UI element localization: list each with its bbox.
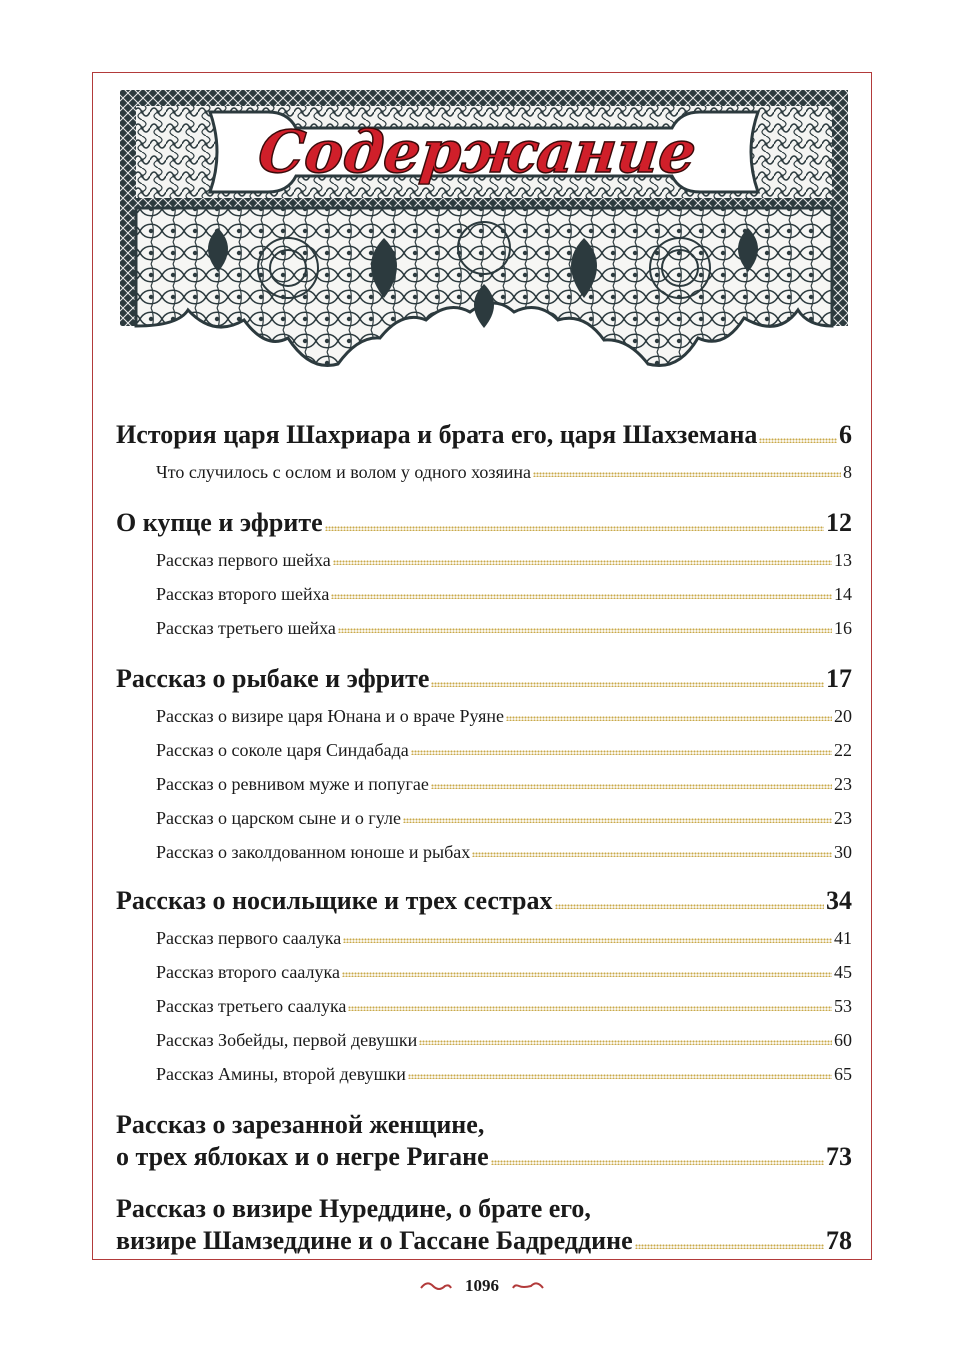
toc-entry-title: Рассказ третьего шейха — [156, 618, 336, 638]
toc-subentry[interactable] — [156, 706, 852, 727]
page-number: 1096 — [465, 1276, 499, 1295]
swirl-ornament-right-icon — [511, 1280, 545, 1292]
leader-dots — [338, 628, 832, 633]
leader-dots — [408, 1074, 832, 1079]
toc-subentry[interactable] — [156, 462, 852, 483]
leader-dots — [491, 1160, 824, 1165]
toc-entry[interactable] — [116, 664, 852, 694]
leader-dots — [555, 904, 825, 909]
toc-entry-title: История царя Шахриара и брата его, царя Шахземана — [116, 420, 758, 449]
page-footer — [0, 1276, 964, 1296]
toc-entry-title-line1: Рассказ о визире Нуреддине, о брате его, — [116, 1194, 591, 1223]
toc-entry-page: 73 — [826, 1142, 852, 1171]
leader-dots — [431, 784, 832, 789]
toc-entry-page: 14 — [834, 584, 852, 604]
toc-entry-page: 45 — [834, 962, 852, 982]
toc-entry-page: 65 — [834, 1064, 852, 1084]
leader-dots — [411, 750, 832, 755]
toc-subentry[interactable] — [156, 550, 852, 571]
toc-entry[interactable] — [116, 420, 852, 450]
toc-entry-page: 17 — [826, 664, 852, 693]
ornamental-header-banner — [118, 88, 850, 376]
contents-title: Содержание — [255, 117, 700, 186]
toc-subentry[interactable] — [156, 808, 852, 829]
leader-dots — [472, 852, 832, 857]
toc-entry-page: 6 — [839, 420, 852, 449]
toc-entry-title: Рассказ третьего саалука — [156, 996, 347, 1016]
toc-entry-title: Рассказ о царском сыне и о гуле — [156, 808, 401, 828]
toc-entry-title: Рассказ первого саалука — [156, 928, 342, 948]
ornament-illustration — [118, 88, 850, 376]
toc-entry-title: Рассказ о соколе царя Синдабада — [156, 740, 409, 760]
toc-entry-title: Рассказ о рыбаке и эфрите — [116, 664, 430, 693]
toc-entry-title: Рассказ второго саалука — [156, 962, 340, 982]
toc-entry-page: 60 — [834, 1030, 852, 1050]
leader-dots — [348, 1006, 832, 1011]
leader-dots — [759, 438, 837, 443]
toc-subentry[interactable] — [156, 996, 852, 1017]
leader-dots — [342, 972, 832, 977]
toc-subentry[interactable] — [156, 842, 852, 863]
swirl-ornament-left-icon — [419, 1280, 453, 1292]
toc-entry-title: Рассказ о визире царя Юнана и о враче Руяне — [156, 706, 504, 726]
toc-entry-title: о трех яблоках и о негре Ригане — [116, 1142, 489, 1171]
leader-dots — [533, 472, 841, 477]
toc-entry-page: 41 — [834, 928, 852, 948]
leader-dots — [343, 938, 832, 943]
toc-entry-page: 30 — [834, 842, 852, 862]
toc-subentry[interactable] — [156, 584, 852, 605]
toc-subentry[interactable] — [156, 740, 852, 761]
toc-entry-page: 16 — [834, 618, 852, 638]
toc-entry-page: 13 — [834, 550, 852, 570]
leader-dots — [403, 818, 832, 823]
leader-dots — [506, 716, 832, 721]
toc-entry-page: 22 — [834, 740, 852, 760]
toc-subentry[interactable] — [156, 1064, 852, 1085]
leader-dots — [635, 1244, 824, 1249]
toc-entry-page: 78 — [826, 1226, 852, 1255]
toc-entry-title: Рассказ Зобейды, первой девушки — [156, 1030, 418, 1050]
toc-entry-title: Рассказ о ревнивом муже и попугае — [156, 774, 429, 794]
leader-dots — [419, 1040, 832, 1045]
toc-subentry[interactable] — [156, 1030, 852, 1051]
toc-entry-title: Рассказ о заколдованном юноше и рыбах — [156, 842, 471, 862]
toc-entry-page: 53 — [834, 996, 852, 1016]
toc-entry-title: О купце и эфрите — [116, 508, 323, 537]
toc-entry-title: Рассказ второго шейха — [156, 584, 330, 604]
leader-dots — [325, 526, 824, 531]
toc-entry-title: Рассказ Амины, второй девушки — [156, 1064, 406, 1084]
toc-entry-title: визире Шамзеддине и о Гассане Бадреддине — [116, 1226, 633, 1255]
toc-entry[interactable] — [116, 886, 852, 916]
toc-subentry[interactable] — [156, 928, 852, 949]
toc-entry-title: Что случилось с ослом и волом у одного хозяина — [156, 462, 532, 482]
toc-entry[interactable] — [116, 508, 852, 538]
toc-entry-title: Рассказ первого шейха — [156, 550, 331, 570]
toc-entry-title-line1: Рассказ о зарезанной женщине, — [116, 1110, 485, 1139]
toc-subentry[interactable] — [156, 962, 852, 983]
toc-entry[interactable] — [116, 1226, 852, 1256]
leader-dots — [431, 682, 824, 687]
toc-entry-page: 12 — [826, 508, 852, 537]
toc-subentry[interactable] — [156, 774, 852, 795]
toc-subentry[interactable] — [156, 618, 852, 639]
toc-entry[interactable] — [116, 1142, 852, 1172]
toc-entry-page: 8 — [843, 462, 852, 482]
toc-entry-page: 20 — [834, 706, 852, 726]
toc-entry-page: 23 — [834, 808, 852, 828]
toc-entry-title: Рассказ о носильщике и трех сестрах — [116, 886, 553, 915]
leader-dots — [331, 594, 832, 599]
leader-dots — [333, 560, 832, 565]
toc-entry-page: 23 — [834, 774, 852, 794]
toc-entry-page: 34 — [826, 886, 852, 915]
